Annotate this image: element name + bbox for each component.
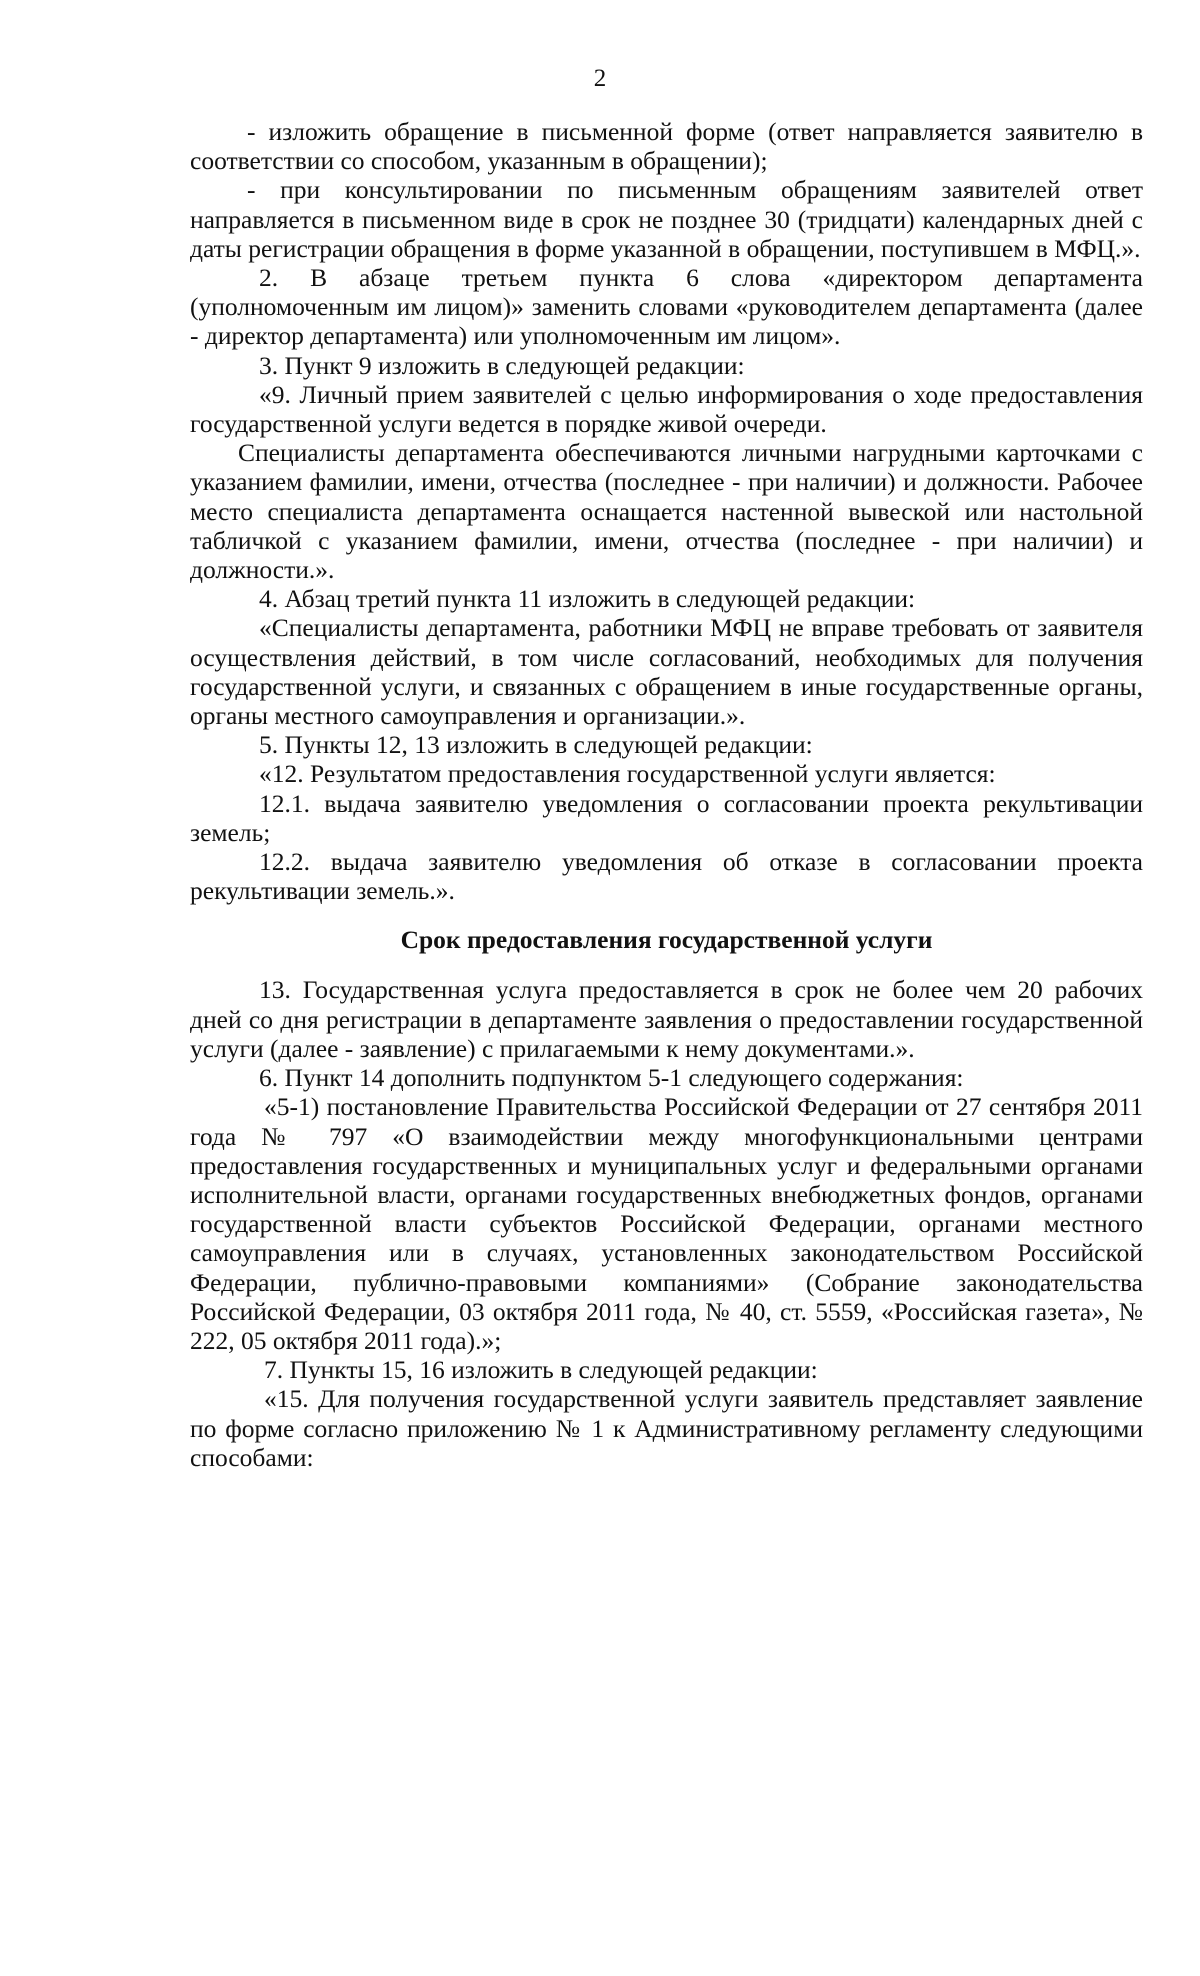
paragraph-item-4: 4. Абзац третий пункта 11 изложить в следующей редакции: [259, 584, 916, 614]
paragraph-written-consultation: - при консультировании по письменным обращениям заявителей ответ направляется в письменном виде в срок не позднее 30 (тридцати) календарных дней с даты регистрации обращения в форме указанной в обращении, поступившем в МФЦ.». [190, 175, 1143, 263]
section-heading: Срок предоставления государственной услуги [400, 925, 933, 955]
paragraph-subclause-5-1: «5-1) постановление Правительства Российской Федерации от 27 сентября 2011 года № 797 «О взаимодействии между многофункциональными центрами предоставления государственных и муниципальных услуг и федеральными органами исполнительной власти, органами государственных внебюджетных фондов, органами государственной власти субъектов Российской Федерации, органами местного самоуправления или в случаях, установленных законодательством Российской Федерации, публично-правовыми компаниями» (Собрание законодательства Российской Федерации, 03 октября 2011 года, № 40, ст. 5559, «Российская газета», № 222, 05 октября 2011 года).»; [190, 1092, 1143, 1355]
paragraph-specialists-badges: Специалисты департамента обеспечиваются личными нагрудными карточками с указанием фамилии, имени, отчества (последнее - при наличии) и должности. Рабочее место специалиста департамента оснащается настенной вывеской или настольной табличкой с указанием фамилии, имени, отчества (последнее - при наличии) и должности.». [190, 438, 1143, 585]
paragraph-item-5: 5. Пункты 12, 13 изложить в следующей редакции: [259, 730, 813, 760]
paragraph-clause-9: «9. Личный прием заявителей с целью информирования о ходе предоставления государственной услуги ведется в порядке живой очереди. [190, 379, 1143, 439]
paragraph-clause-15: «15. Для получения государственной услуги заявитель представляет заявление по форме согласно приложению № 1 к Административному регламенту следующими способами: [190, 1384, 1143, 1472]
paragraph-clause-13: 13. Государственная услуга предоставляется в срок не более чем 20 рабочих дней со дня регистрации в департаменте заявления о предоставлении государственной услуги (далее - заявление) с прилагаемыми к нему документами.». [190, 975, 1143, 1063]
paragraph-specialists-rights: «Специалисты департамента, работники МФЦ не вправе требовать от заявителя осуществления действий, в том числе согласований, необходимых для получения государственной услуги, и связанных с обращением в иные государственные органы, органы местного самоуправления и организации.». [190, 613, 1143, 731]
paragraph-written-appeal: - изложить обращение в письменной форме (ответ направляется заявителю в соответствии со способом, указанным в обращении); [190, 117, 1143, 176]
paragraph-clause-12: «12. Результатом предоставления государственной услуги является: [259, 759, 996, 789]
paragraph-item-3: 3. Пункт 9 изложить в следующей редакции: [259, 350, 745, 380]
paragraph-item-6: 6. Пункт 14 дополнить подпунктом 5-1 следующего содержания: [259, 1063, 964, 1093]
paragraph-clause-12-2: 12.2. выдача заявителю уведомления об отказе в согласовании проекта рекультивации земель.». [190, 847, 1143, 906]
page-number: 2 [593, 65, 607, 92]
paragraph-item-2: 2. В абзаце третьем пункта 6 слова «директором департамента (уполномоченным им лицом)» заменить словами «руководителем департамента (далее - директор департамента) или уполномоченным им лицом». [190, 263, 1143, 351]
document-body [190, 117, 1143, 1472]
paragraph-item-7: 7. Пункты 15, 16 изложить в следующей редакции: [264, 1355, 818, 1385]
paragraph-clause-12-1: 12.1. выдача заявителю уведомления о согласовании проекта рекультивации земель; [190, 788, 1143, 847]
